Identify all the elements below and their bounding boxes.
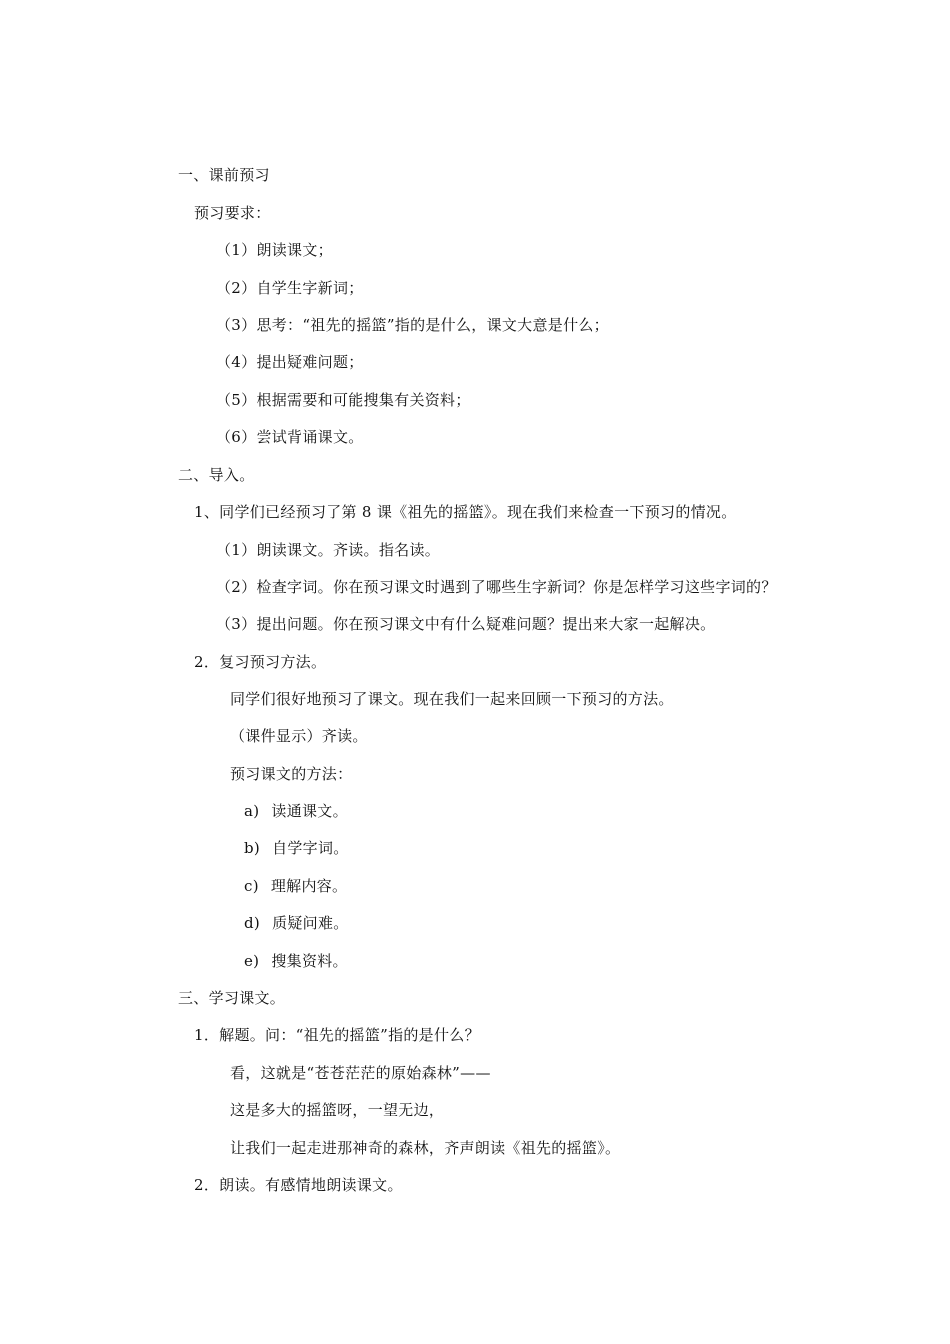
paragraph: 这是多大的摇篮呀，一望无边， [230,1101,445,1119]
method-text: 质疑问难。 [272,914,349,932]
method-label: e) [244,952,260,970]
paragraph: 看，这就是“苍苍茫茫的原始森林”—— [230,1064,491,1082]
requirement-item: （4）提出疑难问题； [216,353,364,371]
method-text: 搜集资料。 [271,952,348,970]
requirement-item: （6）尝试背诵课文。 [216,428,364,446]
section-heading-intro: 二、导入。 [178,466,255,484]
method-item [244,801,348,821]
intro-step: 2．复习预习方法。 [194,653,327,671]
method-label: a) [244,802,260,820]
method-text: 自学字词。 [272,839,349,857]
method-item [244,876,347,896]
study-step: 2．朗读。有感情地朗读课文。 [194,1176,403,1194]
method-item [244,951,348,971]
study-step: 1．解题。问：“祖先的摇篮”指的是什么？ [194,1026,480,1044]
method-item [244,838,349,858]
requirement-item: （1）朗读课文； [216,241,333,259]
method-text: 读通课文。 [271,802,348,820]
intro-step: 1、同学们已经预习了第 8 课《祖先的摇篮》。现在我们来检查一下预习的情况。 [194,503,737,521]
section-heading-study: 三、学习课文。 [178,989,286,1007]
preview-requirements-label: 预习要求： [194,204,271,222]
method-item [244,913,349,933]
requirement-item: （5）根据需要和可能搜集有关资料； [216,391,471,409]
requirement-item: （2）自学生字新词； [216,279,364,297]
section-heading-preview: 一、课前预习 [178,166,270,184]
intro-substep: （3）提出问题。你在预习课文中有什么疑难问题？提出来大家一起解决。 [216,615,716,633]
intro-substep: （1）朗读课文。齐读。指名读。 [216,541,441,559]
paragraph: （课件显示）齐读。 [230,727,368,745]
paragraph: 同学们很好地预习了课文。现在我们一起来回顾一下预习的方法。 [230,690,674,708]
paragraph: 让我们一起走进那神奇的森林，齐声朗读《祖先的摇篮》。 [230,1139,621,1157]
method-label: c) [244,877,259,895]
paragraph: 预习课文的方法： [230,765,353,783]
method-label: b) [244,839,261,857]
method-text: 理解内容。 [270,877,348,895]
method-label: d) [244,914,261,932]
requirement-item: （3）思考：“祖先的摇篮”指的是什么，课文大意是什么； [216,316,609,334]
intro-substep: （2）检查字词。你在预习课文时遇到了哪些生字新词？你是怎样学习这些字词的？ [216,578,777,596]
